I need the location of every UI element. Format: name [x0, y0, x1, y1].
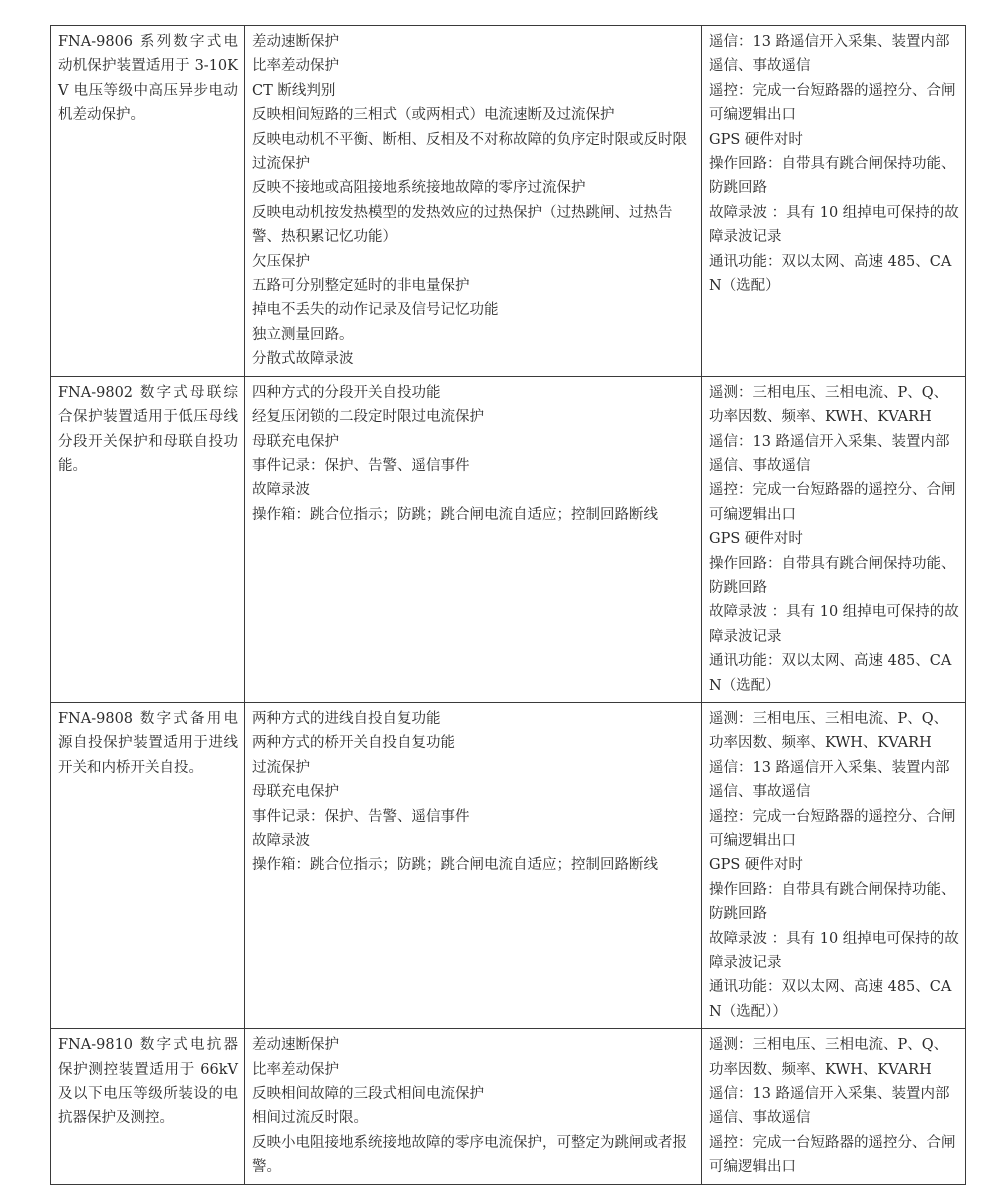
list-item: 遥信：13 路遥信开入采集、装置内部遥信、事故遥信 [709, 759, 950, 801]
list-item: 操作箱：跳合位指示；防跳；跳合闸电流自适应；控制回路断线 [252, 857, 658, 874]
protection-list-cell [245, 26, 702, 377]
device-spec-table [50, 25, 966, 1185]
list-item: 反映相间故障的三段式相间电流保护 [252, 1086, 484, 1103]
list-item: 比率差动保护 [252, 58, 339, 75]
list-item: 通讯功能：双以太网、高速 485、CAN（选配）） [709, 979, 952, 1020]
list-item: 遥信：13 路遥信开入采集、装置内部遥信、事故遥信 [709, 34, 950, 75]
list-item: 掉电不丢失的动作记录及信号记忆功能 [252, 302, 499, 319]
table-row [51, 702, 966, 1028]
list-item: 遥测：三相电压、三相电流、P、Q、功率因数、频率、KWH、KVARH [709, 384, 949, 426]
function-list-cell [702, 376, 966, 702]
list-item: 分散式故障录波 [252, 351, 354, 368]
list-item: 反映小电阻接地系统接地故障的零序电流保护，可整定为跳闸或者报警。 [252, 1134, 687, 1176]
list-item: 通讯功能：双以太网、高速 485、CAN（选配） [709, 653, 952, 694]
list-item: 故障录波 ：具有 10 组掉电可保持的故障录波记录 [709, 930, 959, 972]
list-item: 故障录波 [252, 833, 310, 849]
device-description-cell: FNA-9806 系列数字式电动机保护装置适用于 3-10KV 电压等级中高压异步电动机差动保护。 [51, 26, 245, 377]
protection-list-cell [245, 1029, 702, 1184]
list-item: 遥控：完成一台短路器的遥控分、合闸可编逻辑出口 [709, 1134, 956, 1176]
function-list-cell [702, 1029, 966, 1184]
list-item: 差动速断保护 [252, 1037, 339, 1054]
list-item: 故障录波 [252, 482, 310, 499]
list-item: 比率差动保护 [252, 1061, 339, 1078]
list-item: 遥控：完成一台短路器的遥控分、合闸可编逻辑出口 [709, 808, 956, 849]
list-item: 操作回路：自带具有跳合闸保持功能、防跳回路 [709, 156, 956, 197]
list-item: 遥测：三相电压、三相电流、P、Q、功率因数、频率、KWH、KVARH [709, 1037, 949, 1078]
list-item: 反映不接地或高阻接地系统接地故障的零序过流保护 [252, 180, 586, 197]
list-item: GPS 硬件对时 [709, 857, 803, 874]
table-row [51, 26, 966, 377]
list-item: 过流保护 [252, 759, 310, 776]
list-item: 操作回路：自带具有跳合闸保持功能、防跳回路 [709, 555, 956, 596]
protection-list-cell [245, 376, 702, 702]
list-item: 故障录波 ：具有 10 组掉电可保持的故障录波记录 [709, 204, 959, 246]
list-item: 独立测量回路。 [252, 326, 354, 343]
list-item: 遥控：完成一台短路器的遥控分、合闸可编逻辑出口 [709, 482, 956, 523]
list-item: 遥信：13 路遥信开入采集、装置内部遥信、事故遥信 [709, 1086, 950, 1127]
device-description-cell: FNA-9808 数字式备用电源自投保护装置适用于进线开关和内桥开关自投。 [51, 702, 245, 1028]
list-item: 通讯功能：双以太网、高速 485、CAN（选配） [709, 253, 952, 295]
list-item: 操作回路：自带具有跳合闸保持功能、防跳回路 [709, 881, 956, 923]
table-row [51, 1029, 966, 1184]
list-item: GPS 硬件对时 [709, 131, 803, 148]
function-list-cell [702, 702, 966, 1028]
list-item: 母联充电保护 [252, 784, 339, 801]
list-item: 事件记录：保护、告警、遥信事件 [252, 457, 470, 474]
list-item: 四种方式的分段开关自投功能 [252, 384, 441, 401]
list-item: 差动速断保护 [252, 34, 339, 50]
list-item: 两种方式的进线自投自复功能 [252, 710, 441, 727]
list-item: 遥控：完成一台短路器的遥控分、合闸可编逻辑出口 [709, 82, 956, 124]
list-item: 两种方式的桥开关自投自复功能 [252, 735, 455, 752]
list-item: 母联充电保护 [252, 433, 339, 450]
list-item: 五路可分别整定延时的非电量保护 [252, 278, 470, 295]
function-list-cell [702, 26, 966, 377]
list-item: 反映电动机按发热模型的发热效应的过热保护（过热跳闸、过热告警、热积累记忆功能） [252, 204, 673, 246]
list-item: 反映相间短路的三相式（或两相式）电流速断及过流保护 [252, 107, 615, 124]
list-item: 反映电动机不平衡、断相、反相及不对称故障的负序定时限或反时限过流保护 [252, 131, 687, 173]
list-item: 故障录波 ：具有 10 组掉电可保持的故障录波记录 [709, 604, 959, 645]
list-item: GPS 硬件对时 [709, 531, 803, 548]
table-row [51, 376, 966, 702]
list-item: 遥信：13 路遥信开入采集、装置内部遥信、事故遥信 [709, 433, 950, 474]
list-item: 遥测：三相电压、三相电流、P、Q、功率因数、频率、KWH、KVARH [709, 710, 949, 752]
list-item: 操作箱：跳合位指示；防跳；跳合闸电流自适应；控制回路断线 [252, 506, 658, 523]
list-item: 经复压闭锁的二段定时限过电流保护 [252, 409, 484, 426]
device-description-cell: FNA-9802 数字式母联综合保护装置适用于低压母线分段开关保护和母联自投功能。 [51, 376, 245, 702]
list-item: 事件记录：保护、告警、遥信事件 [252, 808, 470, 825]
protection-list-cell [245, 702, 702, 1028]
list-item: 欠压保护 [252, 253, 310, 270]
list-item: CT 断线判别 [252, 82, 336, 99]
list-item: 相间过流反时限。 [252, 1110, 368, 1127]
device-description-cell: FNA-9810 数字式电抗器保护测控装置适用于 66kV 及以下电压等级所装设的电抗器保护及测控。 [51, 1029, 245, 1184]
